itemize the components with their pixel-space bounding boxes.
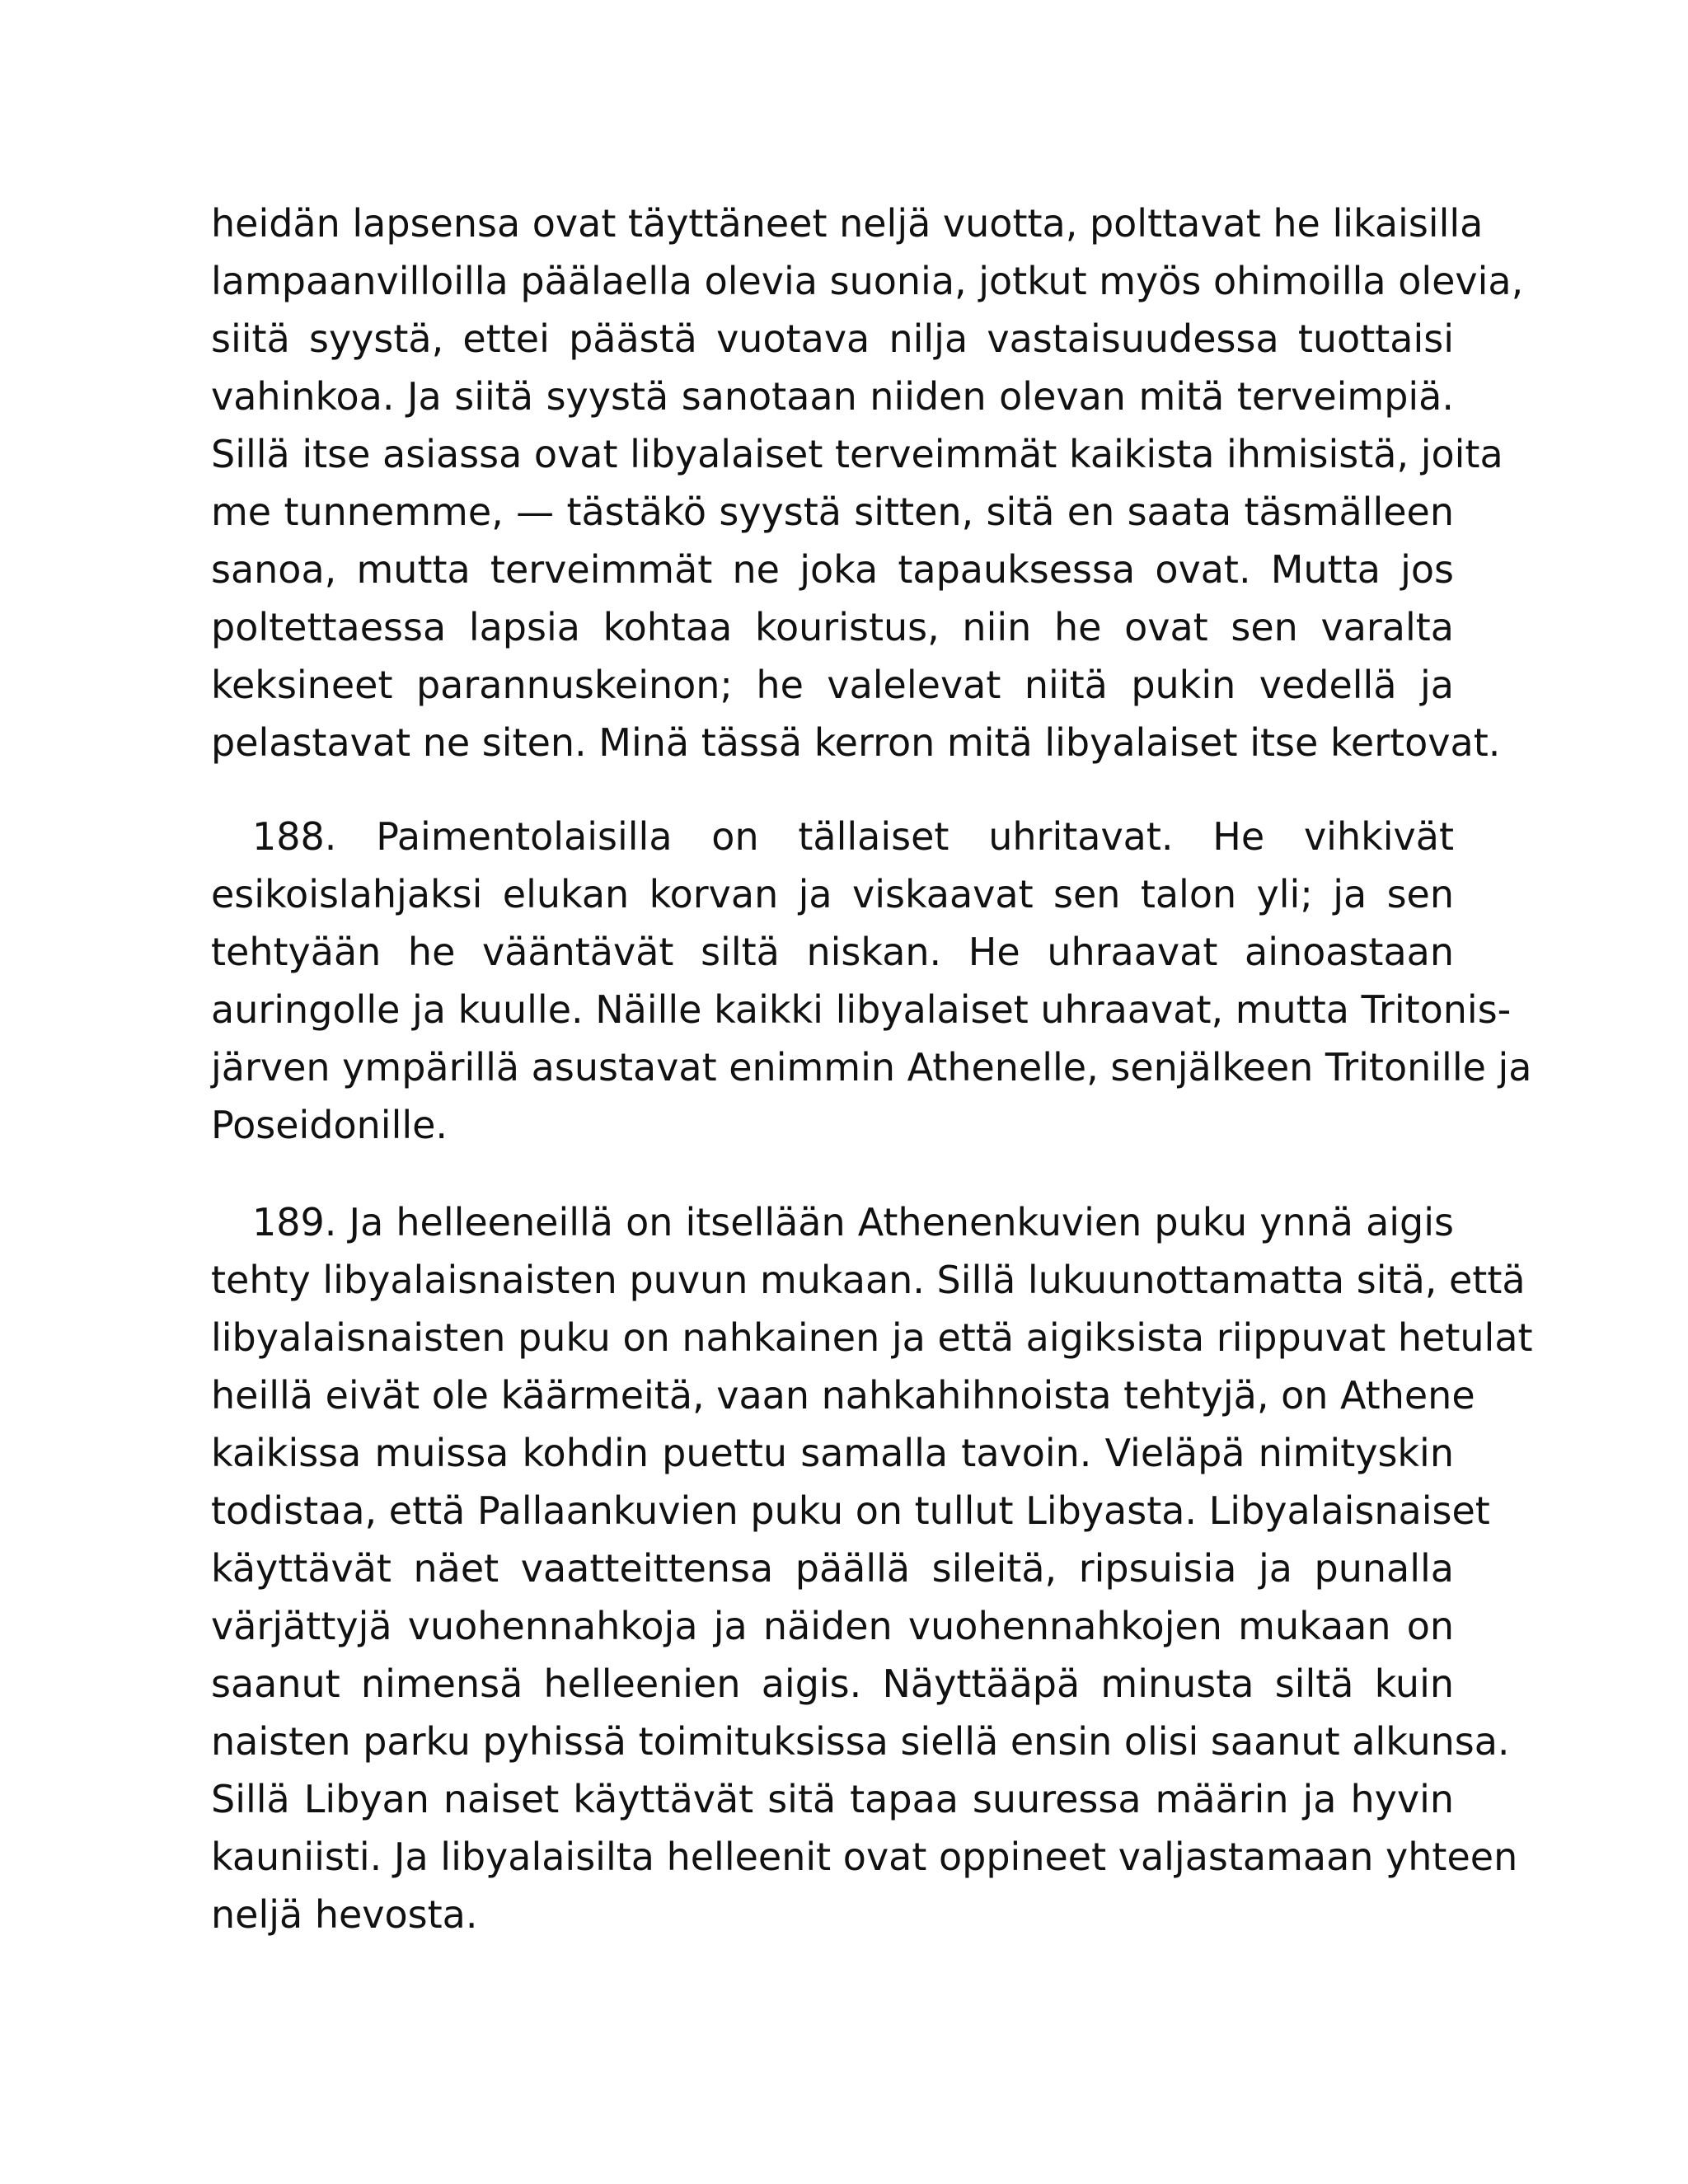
text-line: värjättyjä vuohennahkoja ja näiden vuohennahkojen mukaan on <box>211 1604 1454 1648</box>
text-line: järven ympärillä asustavat enimmin Athenelle, senjälkeen Tritonille ja <box>211 1045 1532 1090</box>
text-line: vahinkoa. Ja siitä syystä sanotaan niiden olevan mitä terveimpiä. <box>211 374 1454 419</box>
text-line: poltettaessa lapsia kohtaa kouristus, niin he ovat sen varalta <box>211 605 1454 649</box>
text-line: keksineet parannuskeinon; he valelevat niitä pukin vedellä ja <box>211 663 1454 707</box>
text-line: 189. Ja helleeneillä on itsellään Athenenkuvien puku ynnä aigis <box>252 1200 1454 1244</box>
text-line: Sillä itse asiassa ovat libyalaiset terveimmät kaikista ihmisistä, joita <box>211 432 1503 476</box>
text-line: pelastavat ne siten. Minä tässä kerron mitä libyalaiset itse kertovat. <box>211 720 1501 765</box>
paragraph-188 <box>211 808 1532 1154</box>
text-line: saanut nimensä helleenien aigis. Näyttääpä minusta siltä kuin <box>211 1661 1454 1706</box>
text-line: Sillä Libyan naiset käyttävät sitä tapaa suuressa määrin ja hyvin <box>211 1777 1454 1821</box>
text-line: todistaa, että Pallaankuvien puku on tullut Libyasta. Libyalaisnaiset <box>211 1488 1490 1533</box>
text-line: sanoa, mutta terveimmät ne joka tapauksessa ovat. Mutta jos <box>211 547 1454 592</box>
paragraph-189 <box>211 1193 1533 1943</box>
text-line: lampaanvilloilla päälaella olevia suonia, jotkut myös ohimoilla olevia, <box>211 259 1524 303</box>
text-line: kaikissa muissa kohdin puettu samalla tavoin. Vieläpä nimityskin <box>211 1431 1454 1475</box>
text-line: auringolle ja kuulle. Näille kaikki libyalaiset uhraavat, mutta Tritonis- <box>211 987 1512 1032</box>
text-line: heidän lapsensa ovat täyttäneet neljä vuotta, polttavat he likaisilla <box>211 201 1484 246</box>
paragraph-continued <box>211 194 1524 771</box>
text-line: tehty libyalaisnaisten puvun mukaan. Sillä lukuunottamatta sitä, että <box>211 1258 1526 1302</box>
text-line: esikoislahjaksi elukan korvan ja viskaavat sen talon yli; ja sen <box>211 872 1454 916</box>
text-line: heillä eivät ole käärmeitä, vaan nahkahihnoista tehtyjä, on Athene <box>211 1373 1475 1418</box>
text-line: Poseidonille. <box>211 1103 448 1147</box>
text-line: libyalaisnaisten puku on nahkainen ja että aigiksista riippuvat hetulat <box>211 1315 1533 1360</box>
text-line: 188. Paimentolaisilla on tällaiset uhritavat. He vihkivät <box>252 814 1454 859</box>
text-line: me tunnemme, — tästäkö syystä sitten, sitä en saata täsmälleen <box>211 490 1454 534</box>
text-line: kauniisti. Ja libyalaisilta helleenit ovat oppineet valjastamaan yhteen <box>211 1835 1518 1879</box>
text-line: käyttävät näet vaatteittensa päällä sileitä, ripsuisia ja punalla <box>211 1546 1454 1591</box>
text-line: tehtyään he vääntävät siltä niskan. He uhraavat ainoastaan <box>211 930 1454 974</box>
text-line: naisten parku pyhissä toimituksissa siellä ensin olisi saanut alkunsa. <box>211 1719 1510 1764</box>
text-line: siitä syystä, ettei päästä vuotava nilja vastaisuudessa tuottaisi <box>211 316 1454 361</box>
text-line: neljä hevosta. <box>211 1892 478 1937</box>
